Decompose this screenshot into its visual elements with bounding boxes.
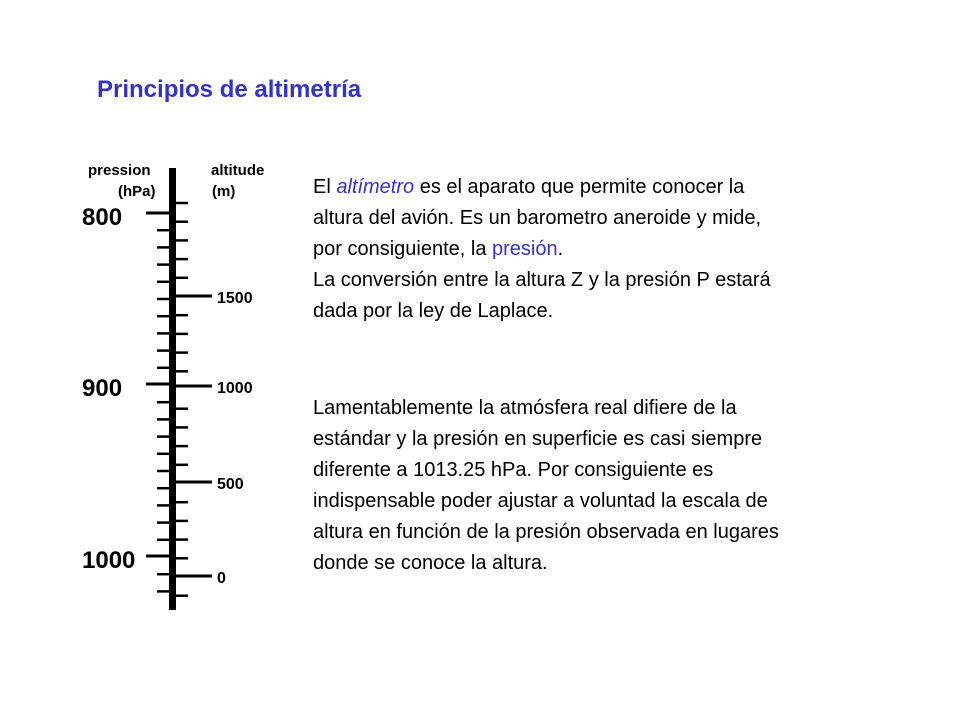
paragraph1-line1 [313, 172, 953, 203]
altitude-label-1000: 1000 [217, 380, 253, 397]
altitude-label-0: 0 [217, 570, 226, 587]
paragraph2-line1: Lamentablemente la atmósfera real difiere de la [313, 397, 737, 419]
paragraph2-line5: altura en función de la presión observada en lugares [313, 521, 779, 543]
paragraph1-line2: altura del avión. Es un barometro aneroide y mide, [313, 207, 762, 229]
term-altimetro: altímetro [336, 176, 415, 198]
paragraph2-line6: donde se conoce la altura. [313, 552, 548, 574]
paragraph2-line4: indispensable poder ajustar a voluntad la escala de [313, 490, 768, 512]
altitude-header-line1: altitude [211, 162, 265, 179]
altimeter-scale-svg [80, 150, 280, 620]
paragraph1-line3 [313, 234, 953, 265]
altimeter-scale-figure [80, 150, 280, 620]
pressure-header-line2: (hPa) [118, 183, 156, 200]
pressure-header-line1: pression [88, 162, 151, 179]
paragraph1-line4: La conversión entre la altura Z y la presión P estará [313, 269, 771, 291]
pressure-label-900: 900 [82, 375, 123, 402]
pressure-label-1000: 1000 [82, 547, 136, 574]
scale-ticks [146, 203, 212, 596]
paragraph1-line3-prefix: por consiguiente, la [313, 238, 493, 260]
paragraph1-line5: dada por la ley de Laplace. [313, 300, 554, 322]
paragraph2-line3: diferente a 1013.25 hPa. Por consiguiente es [313, 459, 714, 481]
paragraph-pressure-adjustment [313, 393, 953, 579]
term-presion: presión [492, 238, 558, 260]
paragraph1-line1-prefix: El [313, 176, 337, 198]
altitude-label-1500: 1500 [217, 290, 253, 307]
paragraph1-line1-suffix: es el aparato que permite conocer la [414, 176, 745, 198]
paragraph1-line3-suffix: . [557, 238, 564, 260]
altitude-header-line2: (m) [212, 183, 236, 200]
altitude-label-500: 500 [217, 476, 244, 493]
scale-main-bar [169, 168, 176, 610]
pressure-label-800: 800 [82, 204, 123, 231]
slide-title: Principios de altimetría [97, 76, 362, 103]
paragraph2-line2: estándar y la presión en superficie es casi siempre [313, 428, 763, 450]
paragraph-altimeter-definition [313, 172, 953, 327]
